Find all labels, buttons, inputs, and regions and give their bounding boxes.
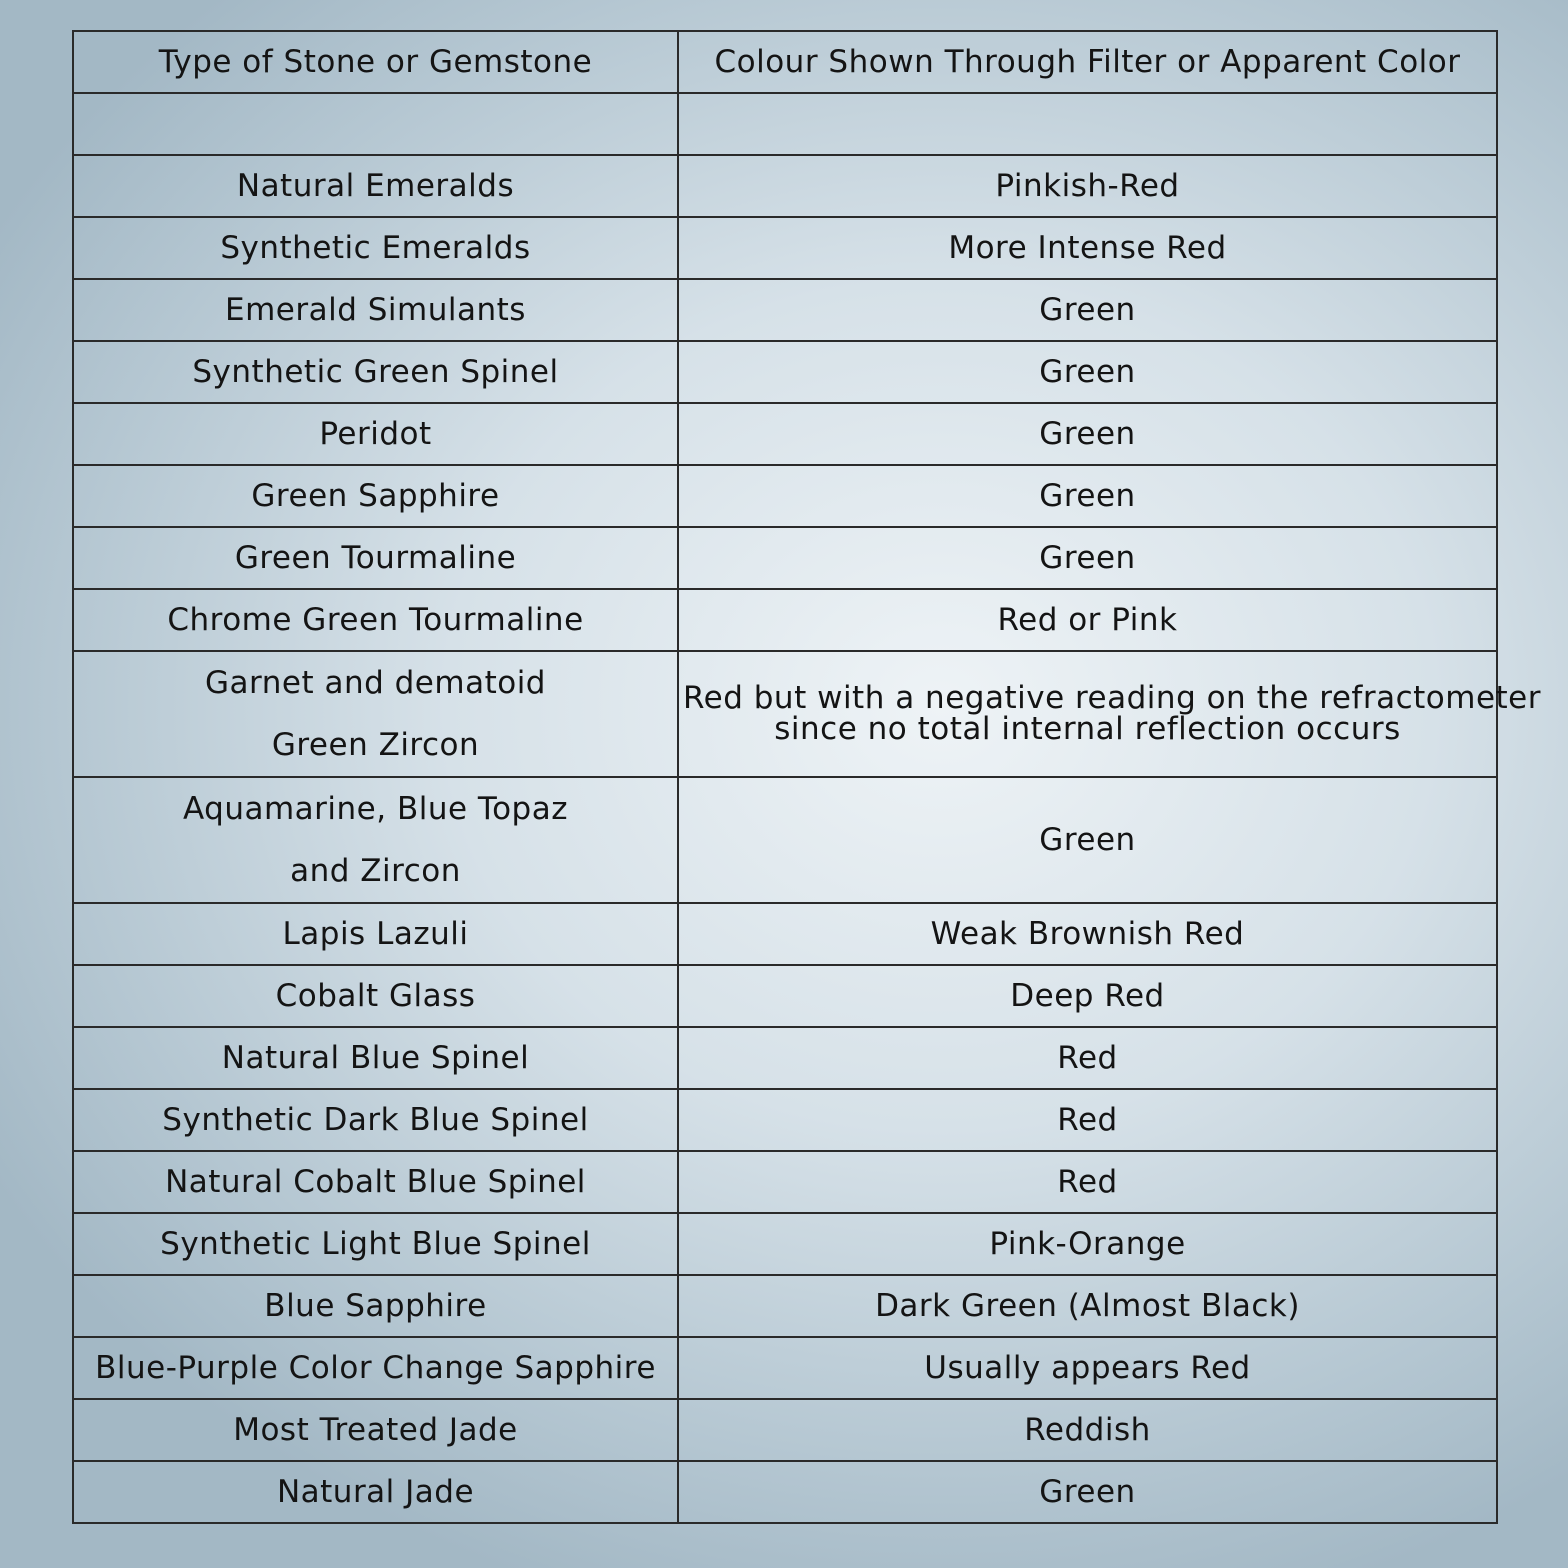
cell-color: Pink-Orange xyxy=(678,1213,1497,1275)
cell-stone xyxy=(73,777,678,903)
cell-stone: Green Tourmaline xyxy=(73,527,678,589)
cell-color: Green xyxy=(678,777,1497,903)
cell-color: Red or Pink xyxy=(678,589,1497,651)
table-row xyxy=(73,279,1497,341)
table-row xyxy=(73,903,1497,965)
table-row xyxy=(73,1461,1497,1523)
cell-stone: Green Sapphire xyxy=(73,465,678,527)
header-apparent-color: Colour Shown Through Filter or Apparent Color xyxy=(678,31,1497,93)
cell-color: Red xyxy=(678,1089,1497,1151)
cell-color: Red xyxy=(678,1027,1497,1089)
cell-stone-line: Garnet and dematoid xyxy=(205,665,546,701)
cell-color: Usually appears Red xyxy=(678,1337,1497,1399)
cell-color: Reddish xyxy=(678,1399,1497,1461)
cell-stone-line: and Zircon xyxy=(290,853,461,889)
cell-stone: Natural Emeralds xyxy=(73,155,678,217)
cell-color: More Intense Red xyxy=(678,217,1497,279)
cell-stone: Synthetic Dark Blue Spinel xyxy=(73,1089,678,1151)
cell-color: Green xyxy=(678,527,1497,589)
table-row xyxy=(73,155,1497,217)
table-row xyxy=(73,527,1497,589)
cell-stone-line: Aquamarine, Blue Topaz xyxy=(183,791,568,827)
table-row-empty xyxy=(73,93,1497,155)
cell-stone: Cobalt Glass xyxy=(73,965,678,1027)
cell-stone xyxy=(73,651,678,777)
cell-stone: Synthetic Emeralds xyxy=(73,217,678,279)
cell-stone: Blue Sapphire xyxy=(73,1275,678,1337)
cell-stone: Synthetic Green Spinel xyxy=(73,341,678,403)
cell-color xyxy=(678,651,1541,777)
cell-stone: Most Treated Jade xyxy=(73,1399,678,1461)
cell-stone: Natural Cobalt Blue Spinel xyxy=(73,1151,678,1213)
table-row xyxy=(73,465,1497,527)
table-row xyxy=(73,589,1497,651)
table-row xyxy=(73,1275,1497,1337)
cell-color-line: Red but with a negative reading on the refractometer xyxy=(683,680,1541,716)
cell-color: Green xyxy=(678,1461,1497,1523)
cell-stone: Synthetic Light Blue Spinel xyxy=(73,1213,678,1275)
table-row xyxy=(73,1399,1497,1461)
cell-stone-line: Green Zircon xyxy=(271,727,480,763)
cell-color: Dark Green (Almost Black) xyxy=(678,1275,1497,1337)
cell-stone xyxy=(73,93,678,155)
cell-stone: Lapis Lazuli xyxy=(73,903,678,965)
cell-color: Deep Red xyxy=(678,965,1497,1027)
header-stone-type: Type of Stone or Gemstone xyxy=(73,31,678,93)
table-row xyxy=(73,1337,1497,1399)
cell-color: Red xyxy=(678,1151,1497,1213)
cell-color: Weak Brownish Red xyxy=(678,903,1497,965)
cell-color: Pinkish-Red xyxy=(678,155,1497,217)
cell-color: Green xyxy=(678,279,1497,341)
cell-color: Green xyxy=(678,341,1497,403)
cell-stone: Chrome Green Tourmaline xyxy=(73,589,678,651)
table-row xyxy=(73,1151,1497,1213)
table-row xyxy=(73,651,1497,777)
table-row xyxy=(73,965,1497,1027)
table-row xyxy=(73,1089,1497,1151)
cell-color: Green xyxy=(678,403,1497,465)
cell-color-line: since no total internal reflection occurs xyxy=(774,711,1401,747)
cell-stone: Natural Blue Spinel xyxy=(73,1027,678,1089)
table-row xyxy=(73,403,1497,465)
table-row xyxy=(73,1213,1497,1275)
table-row xyxy=(73,341,1497,403)
cell-stone: Blue-Purple Color Change Sapphire xyxy=(73,1337,678,1399)
cell-color: Green xyxy=(678,465,1497,527)
table-row xyxy=(73,777,1497,903)
cell-stone: Natural Jade xyxy=(73,1461,678,1523)
table-row xyxy=(73,1027,1497,1089)
table-row xyxy=(73,217,1497,279)
cell-color xyxy=(678,93,1497,155)
table-header-row xyxy=(73,31,1497,93)
cell-stone: Emerald Simulants xyxy=(73,279,678,341)
cell-stone: Peridot xyxy=(73,403,678,465)
gemstone-filter-table xyxy=(72,30,1541,1524)
